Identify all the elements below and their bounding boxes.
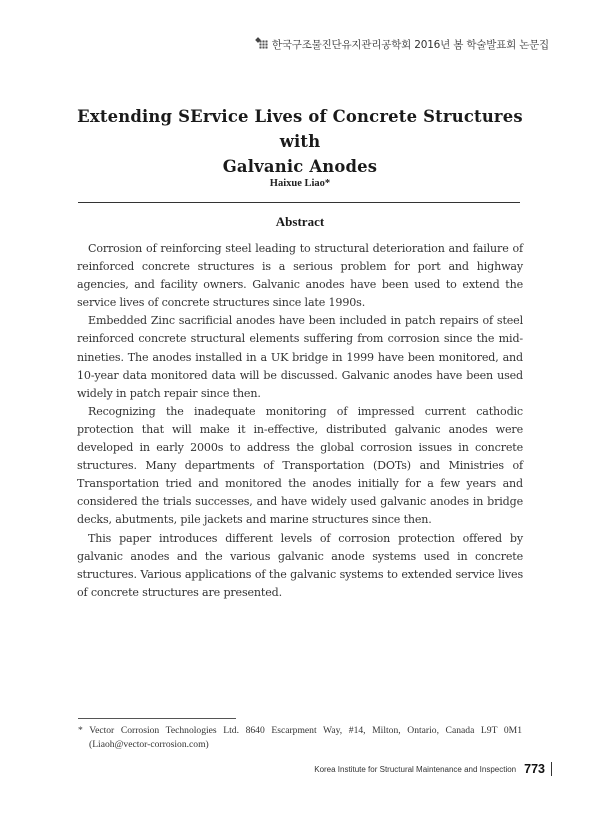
- footnote-divider: [78, 718, 236, 719]
- author-footnote: [78, 724, 522, 751]
- title-divider: [78, 202, 520, 203]
- paper-title-line-1: Extending SErvice Lives of Concrete Structures with: [77, 107, 523, 151]
- author-name: Haixue Liao*: [269, 178, 331, 189]
- abstract-body: [77, 240, 523, 602]
- abstract-paragraph-4: This paper introduces different levels of corrosion protection offered by galvanic anodes and the various galvanic anode systems used in concrete structures. Various applications of the galvanic systems to extended service lives of concrete structures are presented.: [77, 531, 523, 599]
- footnote-affiliation: * Vector Corrosion Technologies Ltd. 8640 Escarpment Way, #14, Milton, Ontario, Canada L9T 0M1: [78, 725, 522, 736]
- paper-title-line-2: Galvanic Anodes: [222, 157, 378, 176]
- footnote-email: (Liaoh@vector-corrosion.com): [89, 738, 209, 750]
- bullet-grid-icon: [259, 40, 268, 49]
- running-header: [259, 37, 549, 52]
- abstract-paragraph-2: Embedded Zinc sacrificial anodes have been included in patch repairs of steel reinforced concrete structural elements suffering from corrosion since the mid-nineties. The anodes installed in a UK bridge in 1999 have been monitored, and 10-year data monitored data will be discussed. Galvanic anodes have been used widely in patch repair since then.: [77, 314, 523, 400]
- page-footer: [314, 762, 552, 776]
- page-number: 773: [524, 762, 552, 776]
- abstract-heading: Abstract: [275, 214, 325, 229]
- abstract-paragraph-3: Recognizing the inadequate monitoring of impressed current cathodic protection that will make it in-effective, distributed galvanic anodes were developed in early 2000s to address the global corrosion issues in concrete structures. Many departments of Transportation (DOTs) and Ministries of Transportation tried and monitored the anodes initially for a few years and considered the trials successes, and have widely used galvanic anodes in bridge decks, abutments, pile jackets and marine structures since then.: [77, 404, 523, 527]
- paper-title: [60, 104, 540, 179]
- footer-institute: Korea Institute for Structural Maintenance and Inspection: [314, 764, 517, 774]
- abstract-paragraph-1: Corrosion of reinforcing steel leading to structural deterioration and failure of reinforced concrete structures is a serious problem for port and highway agencies, and facility owners. Galvanic anodes have been used to extend the service lives of concrete structures since late 1990s.: [77, 242, 523, 310]
- running-header-text: 한국구조물진단유지관리공학회 2016년 봄 학술발표회 논문집: [271, 39, 549, 51]
